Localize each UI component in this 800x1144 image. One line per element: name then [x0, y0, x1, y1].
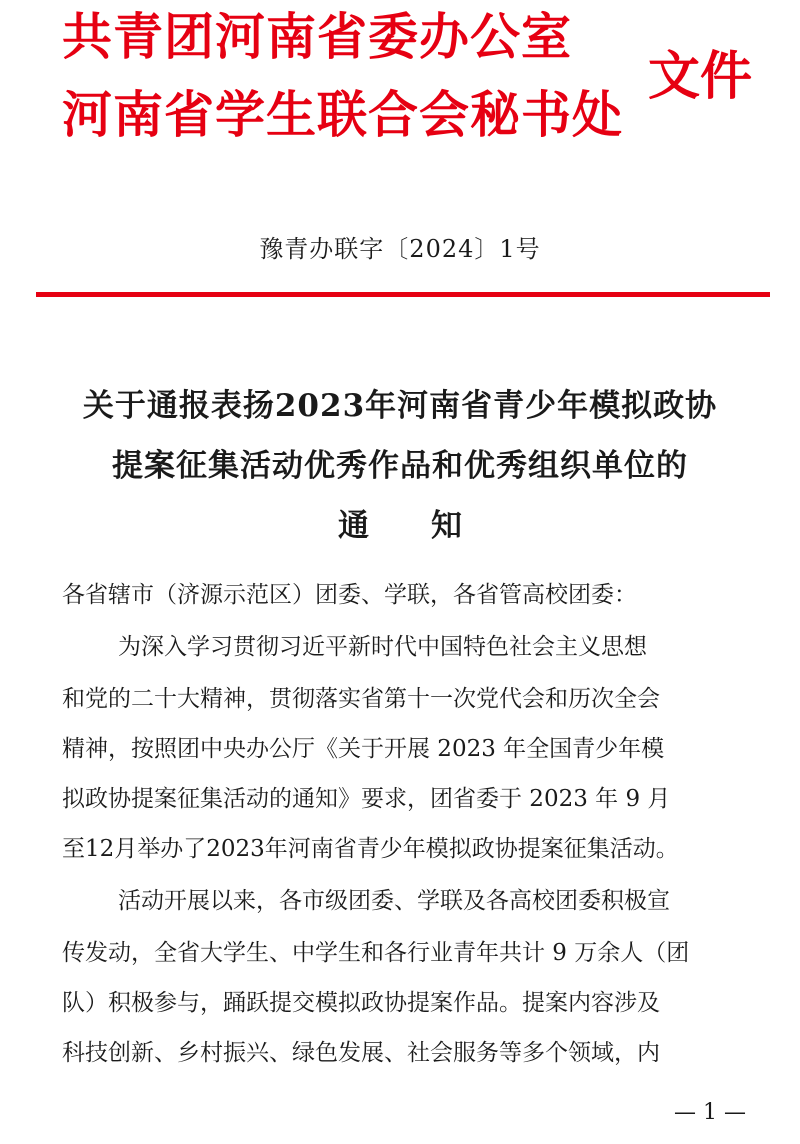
paragraph-2-line: 传发动，全省大学生、中学生和各行业青年共计 9 万余人（团 — [62, 940, 690, 966]
paragraph-1-line: 为深入学习贯彻习近平新时代中国特色社会主义思想 — [118, 634, 647, 660]
title-line-1: 关于通报表扬2023年河南省青少年模拟政协 — [82, 388, 718, 424]
paragraph-2-line: 科技创新、乡村振兴、绿色发展、社会服务等多个领域，内 — [62, 1040, 660, 1066]
title-line-2: 提案征集活动优秀作品和优秀组织单位的 — [112, 448, 688, 484]
salutation: 各省辖市（济源示范区）团委、学联，各省管高校团委： — [62, 582, 637, 608]
issuing-org-1: 共青团河南省委办公室 — [62, 8, 572, 66]
issue-number: 豫青办联字〔2024〕1号 — [259, 235, 541, 263]
paragraph-1-line: 至12月举办了2023年河南省青少年模拟政协提案征集活动。 — [62, 836, 679, 862]
paragraph-1-line: 拟政协提案征集活动的通知》要求，团省委于 2023 年 9 月 — [62, 786, 671, 812]
issuing-org-2: 河南省学生联合会秘书处 — [62, 86, 623, 144]
document-type-label: 文件 — [648, 47, 753, 107]
document-masthead — [36, 0, 776, 170]
paragraph-1-line: 精神，按照团中央办公厅《关于开展 2023 年全国青少年模 — [62, 736, 665, 762]
red-divider-line — [36, 292, 770, 297]
paragraph-2-line: 活动开展以来，各市级团委、学联及各高校团委积极宣 — [118, 888, 670, 914]
paragraph-1-line: 和党的二十大精神，贯彻落实省第十一次党代会和历次全会 — [62, 686, 660, 712]
paragraph-2-line: 队）积极参与，踊跃提交模拟政协提案作品。提案内容涉及 — [62, 990, 660, 1016]
page-number: — 1 — — [674, 1100, 746, 1125]
title-line-3: 通知 — [338, 508, 524, 544]
